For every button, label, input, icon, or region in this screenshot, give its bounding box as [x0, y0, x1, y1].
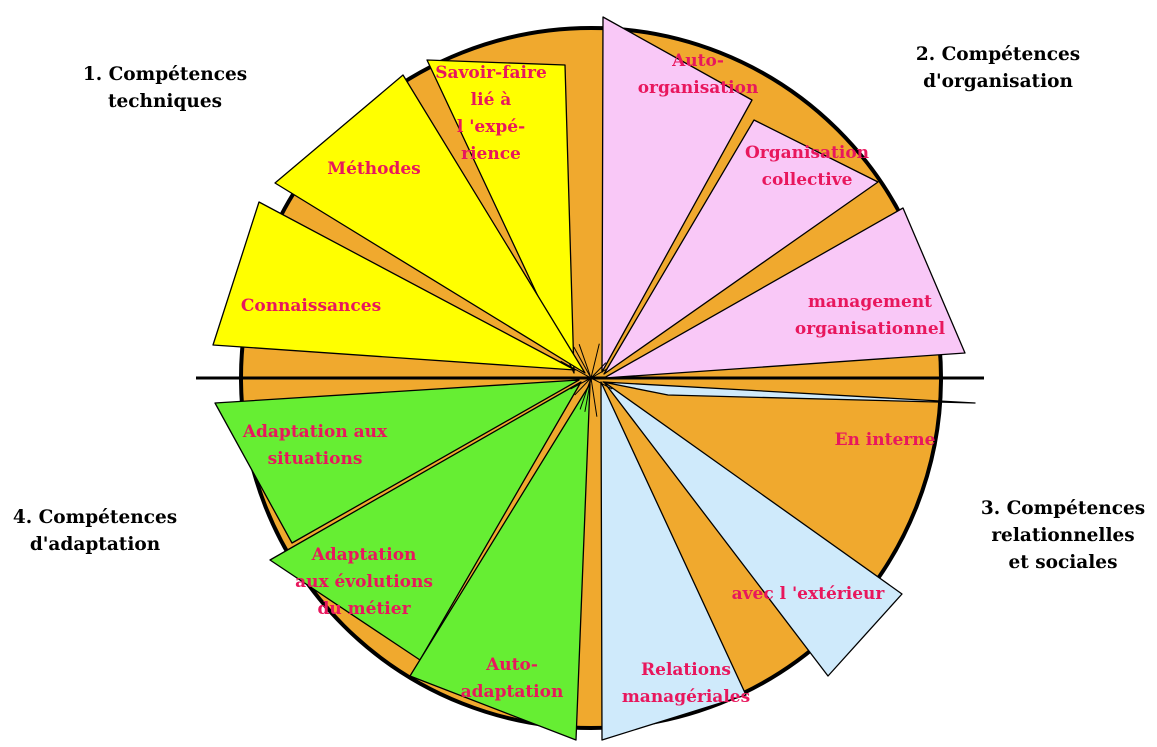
label-line: organisation	[637, 78, 759, 98]
label-avec-exterieur	[732, 584, 886, 604]
label-connaissances	[241, 296, 381, 316]
category-adaptation	[13, 507, 177, 555]
label-line: l 'expé-	[456, 117, 526, 137]
label-en-interne	[835, 430, 936, 450]
label-methodes	[327, 159, 420, 179]
category-line: et sociales	[1008, 552, 1118, 573]
category-line: d'organisation	[923, 71, 1073, 92]
category-line: 4. Compétences	[12, 507, 178, 528]
label-line: En interne	[834, 430, 936, 450]
category-line: 2. Compétences	[915, 44, 1081, 65]
label-line: Connaissances	[240, 296, 382, 316]
label-line: management	[807, 292, 933, 312]
label-line: organisationnel	[794, 319, 946, 339]
label-line: Savoir-faire	[435, 63, 547, 83]
label-line: Organisation	[744, 143, 870, 163]
label-line: managériales	[621, 687, 751, 707]
label-line: aux évolutions	[295, 572, 433, 592]
label-line: Auto-	[672, 51, 724, 71]
category-line: 3. Compétences	[980, 498, 1146, 519]
category-organisation	[916, 44, 1080, 92]
label-line: Méthodes	[327, 159, 421, 179]
label-line: Adaptation aux	[242, 422, 388, 442]
label-line: Auto-	[486, 655, 538, 675]
category-line: 1. Compétences	[82, 64, 248, 85]
category-relationnelles	[981, 498, 1145, 573]
category-techniques	[83, 64, 247, 112]
label-line: avec l 'extérieur	[731, 584, 885, 604]
label-line: Adaptation	[311, 545, 417, 565]
label-line: rience	[461, 144, 521, 164]
label-line: Relations	[641, 660, 731, 680]
category-line: d'adaptation	[29, 534, 161, 555]
label-line: du métier	[317, 599, 411, 619]
category-line: techniques	[107, 91, 223, 112]
label-line: collective	[761, 170, 853, 190]
label-line: situations	[267, 449, 363, 469]
category-line: relationnelles	[991, 525, 1135, 546]
label-line: lié à	[470, 90, 512, 110]
label-line: adaptation	[460, 682, 564, 702]
